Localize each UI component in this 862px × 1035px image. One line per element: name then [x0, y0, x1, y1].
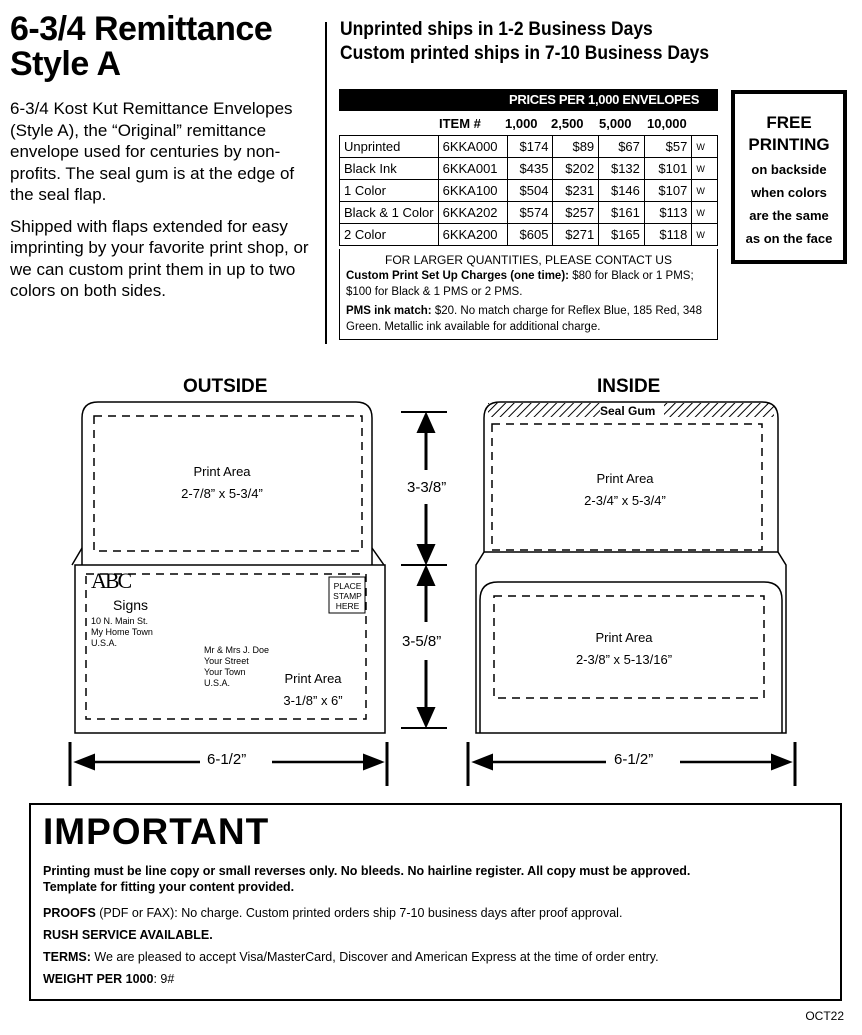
- row-price-1000: $504: [507, 180, 553, 202]
- inside-flap-area-label: Print Area 2-3/4” x 5-3/4”: [584, 471, 666, 508]
- col-2500: 2,500: [551, 116, 584, 131]
- inside-envelope: [476, 402, 786, 733]
- row-price-1000: $574: [507, 202, 553, 224]
- row-price-10000: $101: [644, 158, 691, 180]
- shipping-line-2: Custom printed ships in 7-10 Business Days: [340, 43, 710, 64]
- terms-line: TERMS: We are pleased to accept Visa/MasterCard, Discover and American Express at the time of order entry.: [43, 950, 659, 964]
- row-price-2500: $271: [553, 224, 599, 246]
- title-line-1: 6-3/4 Remittance: [10, 10, 273, 48]
- row-price-5000: $165: [599, 224, 645, 246]
- place-stamp-here: PLACE STAMP HERE: [333, 581, 362, 611]
- row-price-2500: $231: [553, 180, 599, 202]
- inside-pocket-area-label: Print Area 2-3/8” x 5-13/16”: [575, 630, 673, 667]
- col-5000: 5,000: [599, 116, 632, 131]
- row-price-1000: $174: [507, 136, 553, 158]
- row-w-mark: W: [692, 158, 718, 180]
- row-w-mark: W: [692, 202, 718, 224]
- row-name: Black Ink: [340, 158, 439, 180]
- row-price-2500: $89: [553, 136, 599, 158]
- col-item: ITEM #: [439, 116, 481, 131]
- intro-paragraph-1: 6-3/4 Kost Kut Remittance Envelopes (Style A), the “Original” remittance envelope used for centuries by non-profits. The seal gum is at the edge of the seal flap.: [10, 99, 295, 204]
- row-price-10000: $57: [644, 136, 691, 158]
- row-price-10000: $113: [644, 202, 691, 224]
- revision-code: OCT22: [805, 1009, 844, 1023]
- row-price-10000: $118: [644, 224, 691, 246]
- row-price-5000: $67: [599, 136, 645, 158]
- row-name: 1 Color: [340, 180, 439, 202]
- intro-paragraph-2: Shipped with flaps extended for easy imprinting by your favorite print shop, or we can custom print them in up to two colors on both sides.: [10, 216, 309, 300]
- setup-charges: Custom Print Set Up Charges (one time): $80 for Black or 1 PMS; $100 for Black & 1 PMS or 2 PMS.: [346, 270, 694, 298]
- important-box: [29, 803, 842, 1001]
- title-line-2: Style A: [10, 45, 121, 83]
- row-name: Unprinted: [340, 136, 439, 158]
- row-item: 6KKA001: [438, 158, 507, 180]
- row-price-10000: $107: [644, 180, 691, 202]
- row-price-2500: $257: [553, 202, 599, 224]
- col-1000: 1,000: [505, 116, 538, 131]
- col-10000: 10,000: [647, 116, 687, 131]
- row-price-5000: $161: [599, 202, 645, 224]
- row-price-2500: $202: [553, 158, 599, 180]
- inside-heading: INSIDE: [597, 376, 661, 397]
- recipient-address: Mr & Mrs J. Doe Your Street Your Town U.S.A.: [204, 645, 270, 688]
- row-w-mark: W: [692, 224, 718, 246]
- flap-height: 3-3/8”: [407, 479, 447, 496]
- abc-signs-logo: ABC Signs: [91, 568, 149, 613]
- row-name: 2 Color: [340, 224, 439, 246]
- outside-flap-area-label: Print Area 2-7/8” x 5-3/4”: [181, 464, 263, 501]
- larger-quantities: FOR LARGER QUANTITIES, PLEASE CONTACT US: [385, 253, 672, 267]
- row-w-mark: W: [692, 180, 718, 202]
- free-conditions: on backside when colors are the same as on the face: [745, 162, 833, 246]
- row-price-1000: $605: [507, 224, 553, 246]
- free-label: FREE PRINTING: [748, 113, 830, 154]
- horizontal-dimensions: [70, 742, 795, 786]
- vertical-dimensions: [401, 412, 447, 728]
- row-name: Black & 1 Color: [340, 202, 439, 224]
- printing-rules: Printing must be line copy or small reverses only. No bleeds. No hairline register. All copy must be approved. Template for fitting your content provided.: [43, 864, 691, 894]
- proofs-line: PROOFS (PDF or FAX): No charge. Custom printed orders ship 7-10 business days after proof approval.: [43, 906, 623, 920]
- rush-line: RUSH SERVICE AVAILABLE.: [43, 928, 213, 942]
- outside-heading: OUTSIDE: [183, 376, 268, 397]
- row-price-5000: $132: [599, 158, 645, 180]
- row-item: 6KKA202: [438, 202, 507, 224]
- price-header: PRICES PER 1,000 ENVELOPES: [339, 89, 718, 111]
- seal-gum-label: Seal Gum: [600, 404, 656, 418]
- inside-width: 6-1/2”: [614, 751, 654, 768]
- seal-gum-hatch-left: [488, 403, 600, 417]
- outside-width: 6-1/2”: [207, 751, 247, 768]
- row-w-mark: W: [692, 136, 718, 158]
- shipping-line-1: Unprinted ships in 1-2 Business Days: [340, 19, 653, 40]
- row-item: 6KKA100: [438, 180, 507, 202]
- seal-gum-hatch-right: [664, 403, 774, 417]
- body-height: 3-5/8”: [402, 633, 442, 650]
- important-title: IMPORTANT: [43, 811, 270, 852]
- row-item: 6KKA000: [438, 136, 507, 158]
- row-price-5000: $146: [599, 180, 645, 202]
- row-item: 6KKA200: [438, 224, 507, 246]
- outside-body-area-label: Print Area 3-1/8” x 6”: [283, 671, 343, 708]
- weight-line: WEIGHT PER 1000: 9#: [43, 972, 175, 986]
- return-address: 10 N. Main St. My Home Town U.S.A.: [91, 616, 153, 648]
- row-price-1000: $435: [507, 158, 553, 180]
- pms-ink-match: PMS ink match: $20. No match charge for Reflex Blue, 185 Red, 348 Green. Metallic ink available for additional charge.: [346, 305, 703, 333]
- important-body: [43, 863, 823, 993]
